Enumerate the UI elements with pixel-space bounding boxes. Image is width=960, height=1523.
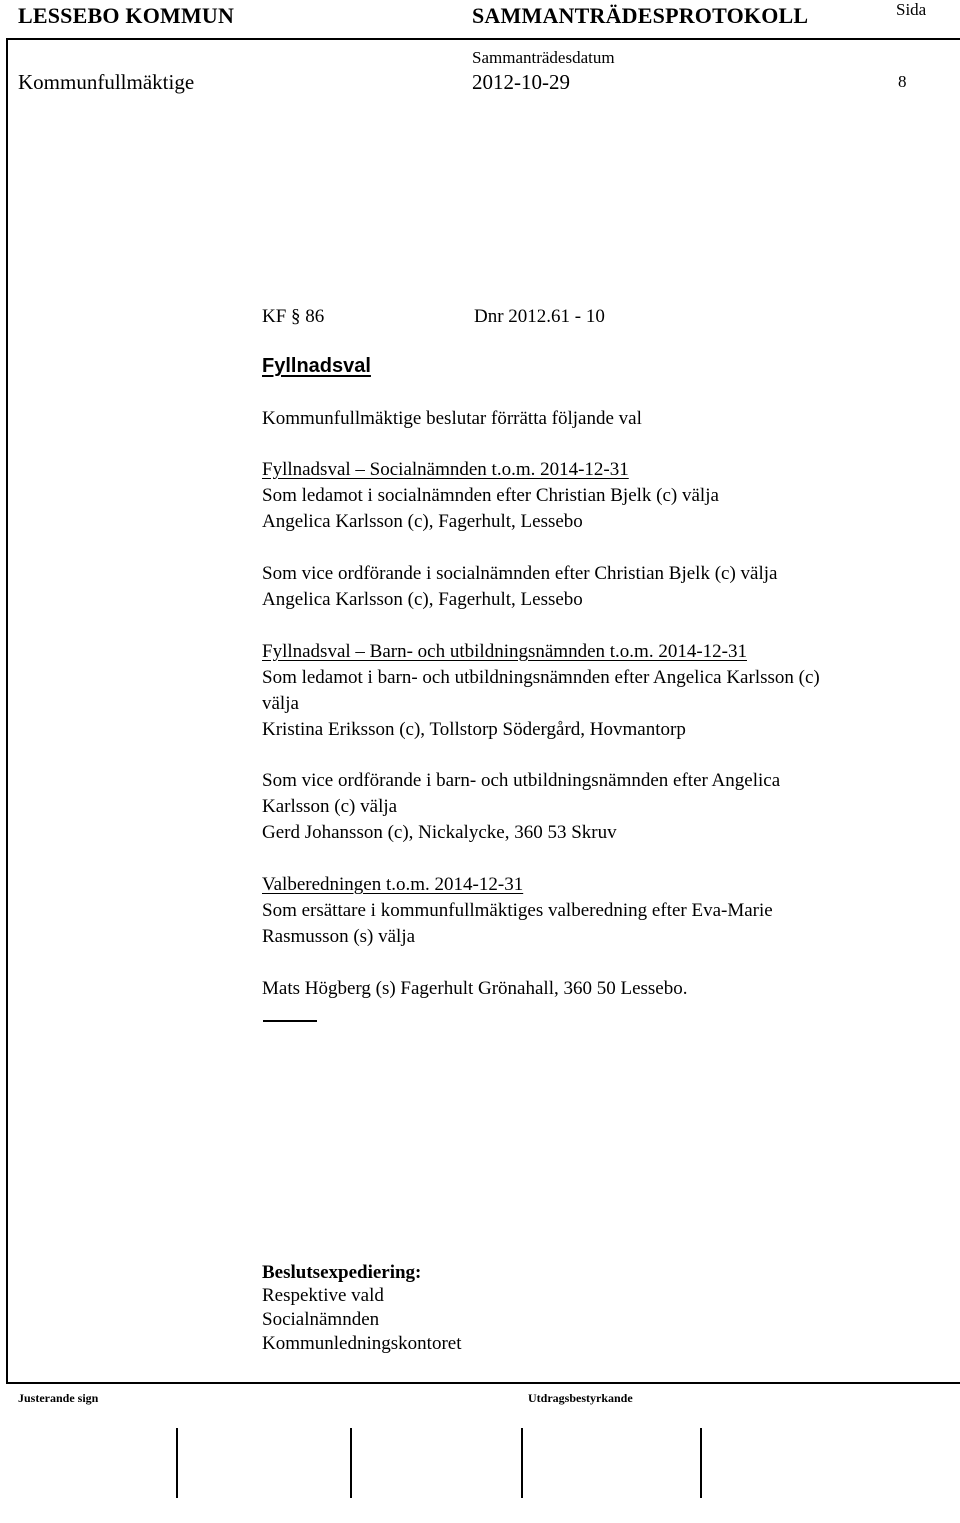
section-heading-barn-och-utbildning: Fyllnadsval – Barn- och utbildningsnämnden t.o.m. 2014-12-31: [262, 641, 747, 662]
case-title: Fyllnadsval: [262, 355, 371, 377]
case-dnr: Dnr 2012.61 - 10: [474, 306, 605, 327]
decision-line: Rasmusson (s) välja: [262, 926, 416, 947]
expediting-title: Beslutsexpediering:: [262, 1262, 422, 1283]
org-name: LESSEBO KOMMUN: [18, 3, 235, 28]
decision-line: välja: [262, 693, 299, 714]
signature-box-divider: [350, 1428, 352, 1498]
decision-line: Som ersättare i kommunfullmäktiges valberedning efter Eva-Marie: [262, 900, 773, 921]
decision-line: Som vice ordförande i socialnämnden efter Christian Bjelk (c) välja: [262, 563, 778, 584]
decision-line: Kristina Eriksson (c), Tollstorp Södergård, Hovmantorp: [262, 719, 686, 740]
date-label: Sammanträdesdatum: [472, 48, 615, 67]
left-border: [6, 38, 8, 1383]
decision-line: Angelica Karlsson (c), Fagerhult, Lessebo: [262, 511, 583, 532]
meeting-date: 2012-10-29: [472, 70, 570, 94]
section-heading-valberedningen: Valberedningen t.o.m. 2014-12-31: [262, 874, 524, 895]
page-number: 8: [898, 72, 907, 91]
decision-line: Mats Högberg (s) Fagerhult Grönahall, 360 50 Lessebo.: [262, 978, 688, 999]
decision-line: Som vice ordförande i barn- och utbildningsnämnden efter Angelica: [262, 770, 781, 791]
recipient: Kommunledningskontoret: [262, 1333, 462, 1354]
recipient: Socialnämnden: [262, 1309, 380, 1330]
end-rule: [263, 1020, 317, 1022]
extract-label: Utdragsbestyrkande: [528, 1391, 633, 1405]
signature-box-divider: [700, 1428, 702, 1498]
footer-rule: [6, 1382, 960, 1384]
decision-line: Gerd Johansson (c), Nickalycke, 360 53 Skruv: [262, 822, 617, 843]
body-name: Kommunfullmäktige: [18, 70, 195, 94]
sign-label: Justerande sign: [18, 1391, 99, 1405]
case-ref: KF § 86: [262, 306, 325, 327]
header-rule: [6, 38, 960, 40]
decision-line: Som ledamot i socialnämnden efter Christian Bjelk (c) välja: [262, 485, 719, 506]
section-heading-socialnamnden: Fyllnadsval – Socialnämnden t.o.m. 2014-12-31: [262, 459, 629, 480]
recipient: Respektive vald: [262, 1285, 384, 1306]
signature-box-divider: [521, 1428, 523, 1498]
decision-line: Angelica Karlsson (c), Fagerhult, Lessebo: [262, 589, 583, 610]
decision-line: Som ledamot i barn- och utbildningsnämnden efter Angelica Karlsson (c): [262, 667, 820, 688]
page-label: Sida: [896, 0, 927, 19]
document-type: SAMMANTRÄDESPROTOKOLL: [472, 3, 809, 28]
case-intro: Kommunfullmäktige beslutar förrätta följande val: [262, 408, 642, 429]
decision-line: Karlsson (c) välja: [262, 796, 398, 817]
signature-box-divider: [176, 1428, 178, 1498]
